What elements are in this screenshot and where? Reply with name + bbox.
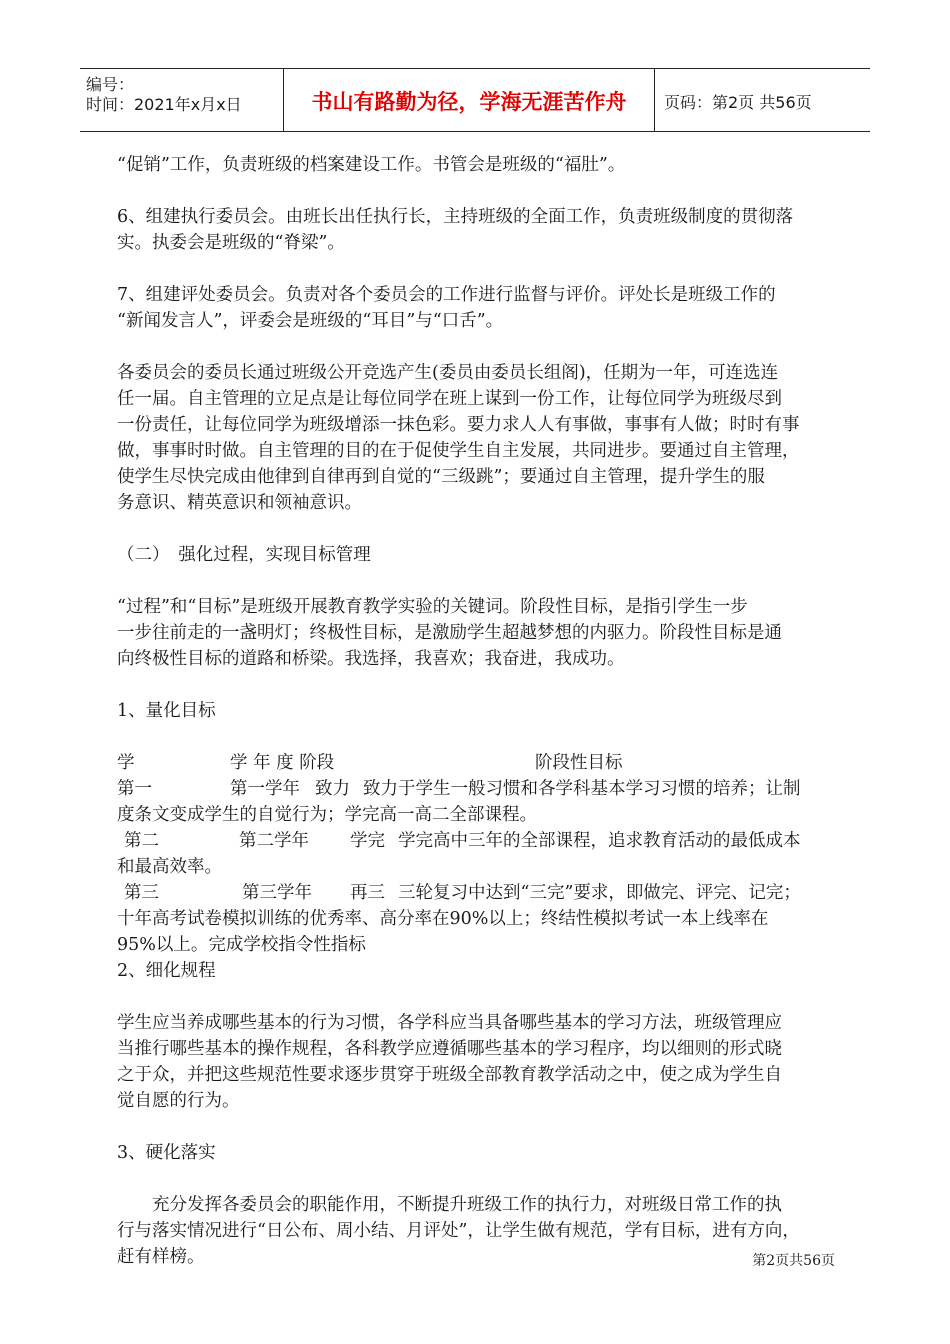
table-cell-continuation: 和最高效率。 [117, 857, 222, 877]
paragraph-line: 6、组建执行委员会。由班长出任执行长，主持班级的全面工作，负责班级制度的贯彻落 [117, 207, 794, 227]
paragraph-line: 一份责任，让每位同学为班级增添一抹色彩。要力求人人有事做，事事有人做；时时有事 [117, 415, 800, 435]
table-cell-continuation: 十年高考试卷模拟训练的优秀率、高分率在90%以上；终结性模拟考试一本上线率在 [117, 909, 769, 929]
footer-page-number: 第2页共56页 [752, 1253, 835, 1269]
paragraph-line: 各委员会的委员长通过班级公开竞选产生(委员由委员长组阁)，任期为一年，可连选连 [117, 363, 779, 383]
paragraph-line: 7、组建评处委员会。负责对各个委员会的工作进行监督与评价。评处长是班级工作的 [117, 285, 776, 305]
table-row [117, 776, 837, 802]
paragraph-line: 赶有样榜。 [117, 1247, 205, 1267]
table-cell: 第一 [117, 779, 152, 799]
motto: 书山有路勤为径，学海无涯苦作舟 [311, 90, 627, 114]
paragraph-line: 向终极性目标的道路和桥梁。我选择，我喜欢；我奋进，我成功。 [117, 649, 625, 669]
table-cell: 致力于学生一般习惯和各学科基本学习习惯的培养；让制 [363, 779, 801, 799]
paragraph-line: 学生应当养成哪些基本的行为习惯，各学科应当具备哪些基本的学习方法，班级管理应 [117, 1013, 782, 1033]
table-header-cell: 学 [117, 753, 135, 773]
subsection-heading: 3、硬化落实 [117, 1143, 216, 1163]
table-row [117, 828, 837, 854]
table-header-cell: 阶段性目标 [535, 753, 623, 773]
paragraph-line: “过程”和“目标”是班级开展教育教学实验的关键词。阶段性目标，是指引学生一步 [117, 597, 748, 617]
paragraph-line: 充分发挥各委员会的职能作用，不断提升班级工作的执行力，对班级日常工作的执 [117, 1195, 782, 1215]
date-label: 时间：2021年x月x日 [86, 95, 242, 114]
table-cell: 再三 [350, 883, 385, 903]
paragraph-line: 实。执委会是班级的“脊梁”。 [117, 233, 345, 253]
paragraph-line: 之于众，并把这些规范性要求逐步贯穿于班级全部教育教学活动之中，使之成为学生自 [117, 1065, 782, 1085]
table-cell-continuation: 度条文变成学生的自觉行为；学完高一高二全部课程。 [117, 805, 537, 825]
table-cell: 第一学年 [230, 779, 300, 799]
table-cell: 第三 [124, 883, 159, 903]
subsection-heading: 1、量化目标 [117, 701, 216, 721]
paragraph-line: 觉自愿的行为。 [117, 1091, 240, 1111]
paragraph-line: 务意识、精英意识和领袖意识。 [117, 493, 362, 513]
table-row [117, 880, 837, 906]
table-cell: 第三学年 [242, 883, 312, 903]
paragraph-line: “新闻发言人”，评委会是班级的“耳目”与“口舌”。 [117, 311, 504, 331]
page-header [80, 68, 870, 132]
header-page-number: 页码：第2页 共56页 [664, 93, 812, 112]
paragraph: “促销”工作，负责班级的档案建设工作。书管会是班级的“福肚”。 [117, 155, 626, 175]
table-cell: 致力 [315, 779, 350, 799]
paragraph-line: 当推行哪些基本的操作规程，各科教学应遵循哪些基本的学习程序，均以细则的形式晓 [117, 1039, 782, 1059]
table-cell: 三轮复习中达到“三完”要求，即做完、评完、记完； [398, 883, 801, 903]
paragraph-line: 任一届。自主管理的立足点是让每位同学在班上谋到一份工作，让每位同学为班级尽到 [117, 389, 782, 409]
header-motto-cell [284, 69, 655, 131]
table-cell-continuation: 95%以上。完成学校指令性指标 [117, 935, 366, 955]
serial-label: 编号： [86, 75, 135, 94]
header-meta-cell [80, 69, 284, 131]
paragraph-line: 使学生尽快完成由他律到自律再到自觉的“三级跳”；要通过自主管理，提升学生的服 [117, 467, 765, 487]
paragraph-line: 行与落实情况进行“日公布、周小结、月评处”，让学生做有规范，学有目标，进有方向， [117, 1221, 800, 1241]
table-cell: 第二 [124, 831, 159, 851]
table-header-row [117, 750, 837, 776]
section-heading: （二） 强化过程，实现目标管理 [117, 545, 371, 565]
table-cell: 第二学年 [239, 831, 309, 851]
goal-table [117, 750, 837, 958]
paragraph-line: 做，事事时时做。自主管理的目的在于促使学生自主发展，共同进步。要通过自主管理， [117, 441, 800, 461]
document-body [117, 152, 837, 1270]
paragraph-line: 一步往前走的一盏明灯；终极性目标，是激励学生超越梦想的内驱力。阶段性目标是通 [117, 623, 782, 643]
table-cell: 学完 [350, 831, 385, 851]
header-page-cell [656, 69, 870, 131]
table-cell: 学完高中三年的全部课程，追求教育活动的最低成本 [398, 831, 801, 851]
table-header-cell: 学 年 度 阶段 [230, 753, 335, 773]
subsection-heading: 2、细化规程 [117, 961, 216, 981]
